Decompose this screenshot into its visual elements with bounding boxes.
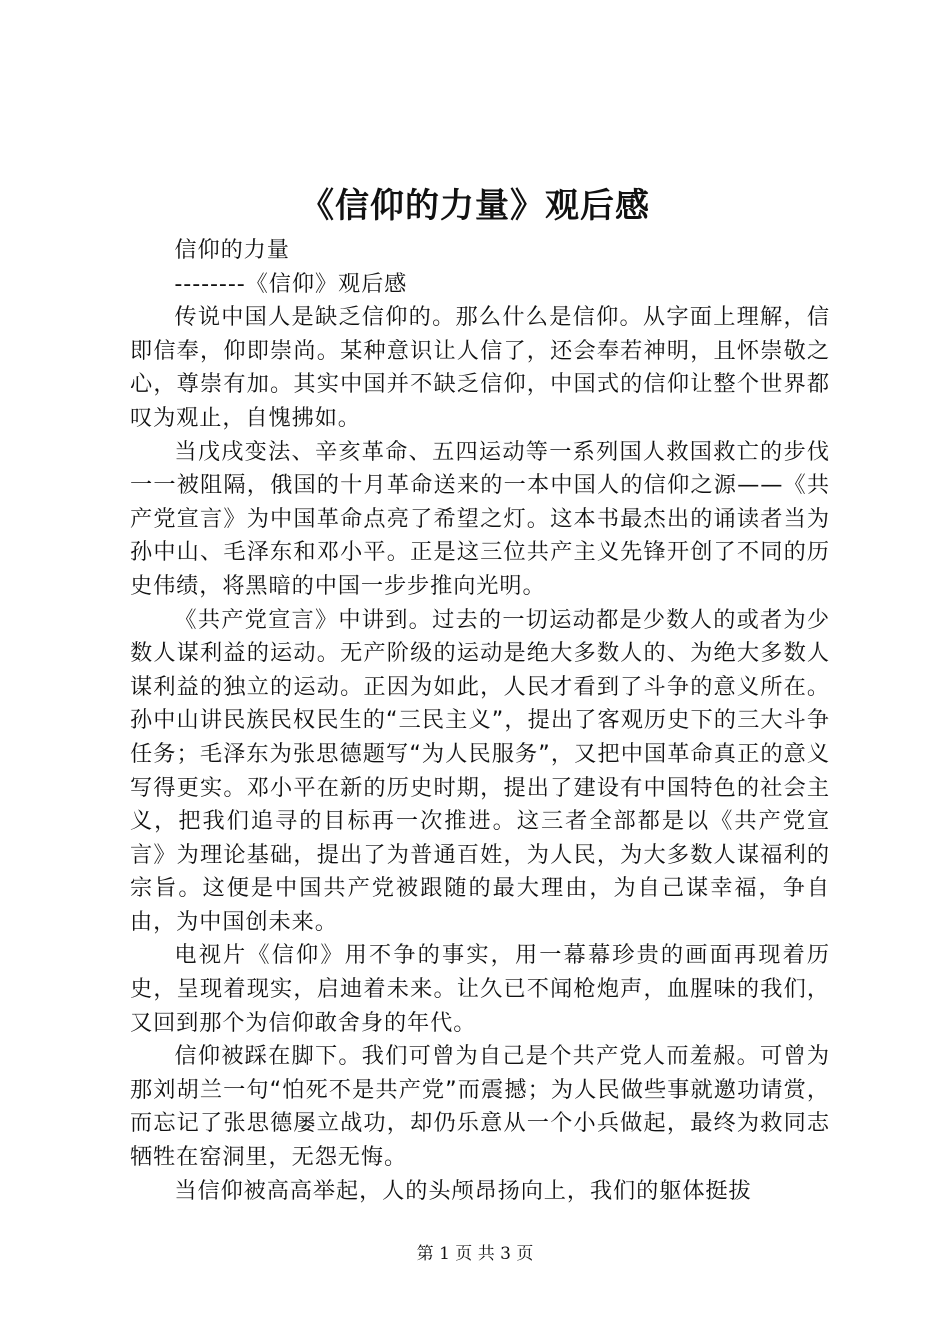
paragraph: 当戊戌变法、辛亥革命、五四运动等一系列国人救国救亡的步伐一一被阻隔，俄国的十月革命送来的一本中国人的信仰之源——《共产党宣言》为中国革命点亮了希望之灯。这本书最杰出的诵读者当为孙中山、毛泽东和邓小平。正是这三位共产主义先锋开创了不同的历史伟绩，将黑暗的中国一步步推向光明。 bbox=[130, 438, 830, 599]
paragraph: 当信仰被高高举起，人的头颅昂扬向上，我们的躯体挺拔 bbox=[174, 1177, 752, 1204]
paragraph: 《共产党宣言》中讲到。过去的一切运动都是少数人的或者为少数人谋利益的运动。无产阶级的运动是绝大多数人的、为绝大多数人谋利益的独立的运动。正因为如此，人民才看到了斗争的意义所在。孙中山讲民族民权民生的“三民主义”，提出了客观历史下的三大斗争任务；毛泽东为张思德题写“为人民服务”，又把中国革命真正的意义写得更实。邓小平在新的历史时期，提出了建设有中国特色的社会主义，把我们追寻的目标再一次推进。这三者全部都是以《共产党宣言》为理论基础，提出了为普通百姓，为人民，为大多数人谋福利的宗旨。这便是中国共产党被跟随的最大理由，为自己谋幸福，争自由，为中国创未来。 bbox=[130, 606, 830, 935]
paragraph: 电视片《信仰》用不争的事实，用一幕幕珍贵的画面再现着历史，呈现着现实，启迪着未来。让久已不闻枪炮声，血腥味的我们，又回到那个为信仰敢舍身的年代。 bbox=[130, 942, 830, 1036]
subtitle-line: --------《信仰》观后感 bbox=[174, 270, 408, 297]
document-title: 《信仰的力量》观后感 bbox=[300, 186, 650, 226]
page-footer: 第 1 页 共 3 页 bbox=[416, 1244, 534, 1264]
paragraph: 传说中国人是缺乏信仰的。那么什么是信仰。从字面上理解，信即信奉，仰即崇尚。某种意识让人信了，还会奉若神明，且怀崇敬之心，尊崇有加。其实中国并不缺乏信仰，中国式的信仰让整个世界都叹为观止，自愧拂如。 bbox=[130, 304, 830, 431]
paragraph: 信仰被踩在脚下。我们可曾为自己是个共产党人而羞赧。可曾为那刘胡兰一句“怕死不是共产党”而震撼；为人民做些事就邀功请赏，而忘记了张思德屡立战功，却仍乐意从一个小兵做起，最终为救同志牺牲在窑洞里，无怨无悔。 bbox=[130, 1043, 830, 1171]
document-body bbox=[130, 234, 830, 1208]
subtitle-line: 信仰的力量 bbox=[174, 237, 290, 263]
